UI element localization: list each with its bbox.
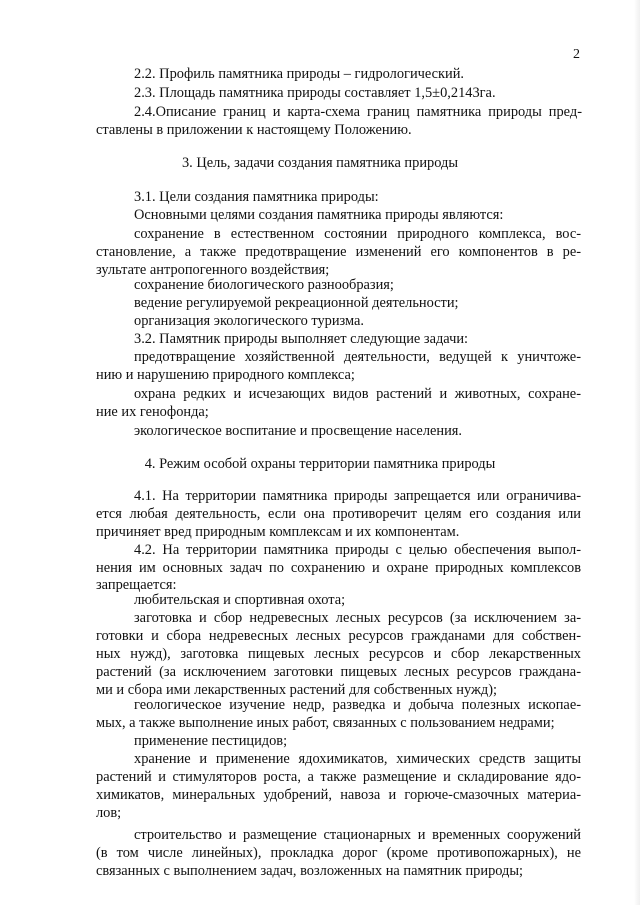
s3-line-9: 3.2. Памятник природы выполняет следующие задачи:	[134, 331, 469, 347]
s3-line-12: охрана редких и исчезающих видов растений и животных, сохране-	[134, 386, 581, 402]
s3-line-3: сохранение в естественном состоянии природного комплекса, вос-	[134, 226, 581, 242]
scan-edge-shadow	[634, 0, 640, 905]
paragraph-2-3: 2.3. Площадь памятника природы составляет 1,5±0,2143га.	[134, 85, 496, 101]
section-4-heading: 4. Режим особой охраны территории памятника природы	[144, 456, 496, 472]
s4-line-4: 4.2. На территории памятника природы с целью обеспечения выпол-	[134, 542, 581, 558]
s3-line-2: Основными целями создания памятника природы являются:	[134, 207, 504, 223]
s3-line-10: предотвращение хозяйственной деятельности, ведущей к уничтоже-	[134, 349, 581, 365]
s3-line-13: ние их генофонда;	[96, 404, 209, 420]
s4-line-14: мых, а также выполнение иных работ, связанных с пользованием недрами;	[96, 715, 555, 731]
s4-line-10: ных нужд), заготовка пищевых лесных ресурсов и сбор лекарственных	[96, 646, 581, 662]
s4-line-9: готовки и сбора недревесных лесных ресурсов гражданами для собствен-	[96, 628, 581, 644]
s4-line-17: растений и стимуляторов роста, а также размещение и складирование ядо-	[96, 769, 581, 785]
paragraph-2-2: 2.2. Профиль памятника природы – гидрологический.	[134, 66, 465, 82]
s3-line-8: организация экологического туризма.	[134, 313, 365, 329]
s3-line-4: становление, а также предотвращение изменений его компонентов в ре-	[96, 244, 581, 260]
section-3-heading: 3. Цель, задачи создания памятника природы	[181, 155, 458, 171]
s4-line-6: запрещается:	[96, 577, 177, 593]
s3-line-6: сохранение биологического разнообразия;	[134, 277, 394, 293]
paragraph-2-4-line-1: 2.4.Описание границ и карта-схема границ памятника природы пред-	[134, 104, 582, 120]
s4-line-13: геологическое изучение недр, разведка и добыча полезных ископае-	[134, 697, 581, 713]
s4-line-8: заготовка и сбор недревесных лесных ресурсов (за исключением за-	[134, 610, 581, 626]
s3-line-1: 3.1. Цели создания памятника природы:	[134, 189, 379, 205]
paragraph-2-4-line-2: ставлены в приложении к настоящему Положению.	[96, 122, 412, 138]
s4-line-18: химикатов, минеральных удобрений, навоза и горюче-смазочных материа-	[96, 787, 581, 803]
s3-line-7: ведение регулируемой рекреационной деятельности;	[134, 295, 459, 311]
s4-line-15: применение пестицидов;	[134, 733, 288, 749]
s3-line-5: зультате антропогенного воздействия;	[96, 262, 330, 278]
s3-line-11: нию и нарушению природного комплекса;	[96, 367, 355, 383]
s4-line-5: нения им основных задач по сохранению и охране природных комплексов	[96, 560, 581, 576]
s4-line-2: ется любая деятельность, если она противоречит целям его создания или	[96, 506, 581, 522]
s4-line-21: (в том числе линейных), прокладка дорог (кроме противопожарных), не	[96, 845, 581, 861]
s4-line-1: 4.1. На территории памятника природы запрещается или ограничива-	[134, 488, 581, 504]
s3-line-14: экологическое воспитание и просвещение населения.	[134, 423, 463, 439]
s4-line-7: любительская и спортивная охота;	[134, 592, 346, 608]
s4-line-20: строительство и размещение стационарных и временных сооружений	[134, 827, 581, 843]
s4-line-16: хранение и применение ядохимикатов, химических средств защиты	[134, 751, 581, 767]
page-number: 2	[573, 47, 580, 62]
s4-line-11: растений (за исключением заготовки пищевых лесных ресурсов граждана-	[96, 664, 581, 680]
s4-line-22: связанных с выполнением задач, возложенных на памятник природы;	[96, 863, 524, 879]
s4-line-3: причиняет вред природным комплексам и их компонентам.	[96, 524, 460, 540]
s4-line-12: ми и сбора ими лекарственных растений для собственных нужд);	[96, 682, 498, 698]
s4-line-19: лов;	[96, 805, 122, 821]
